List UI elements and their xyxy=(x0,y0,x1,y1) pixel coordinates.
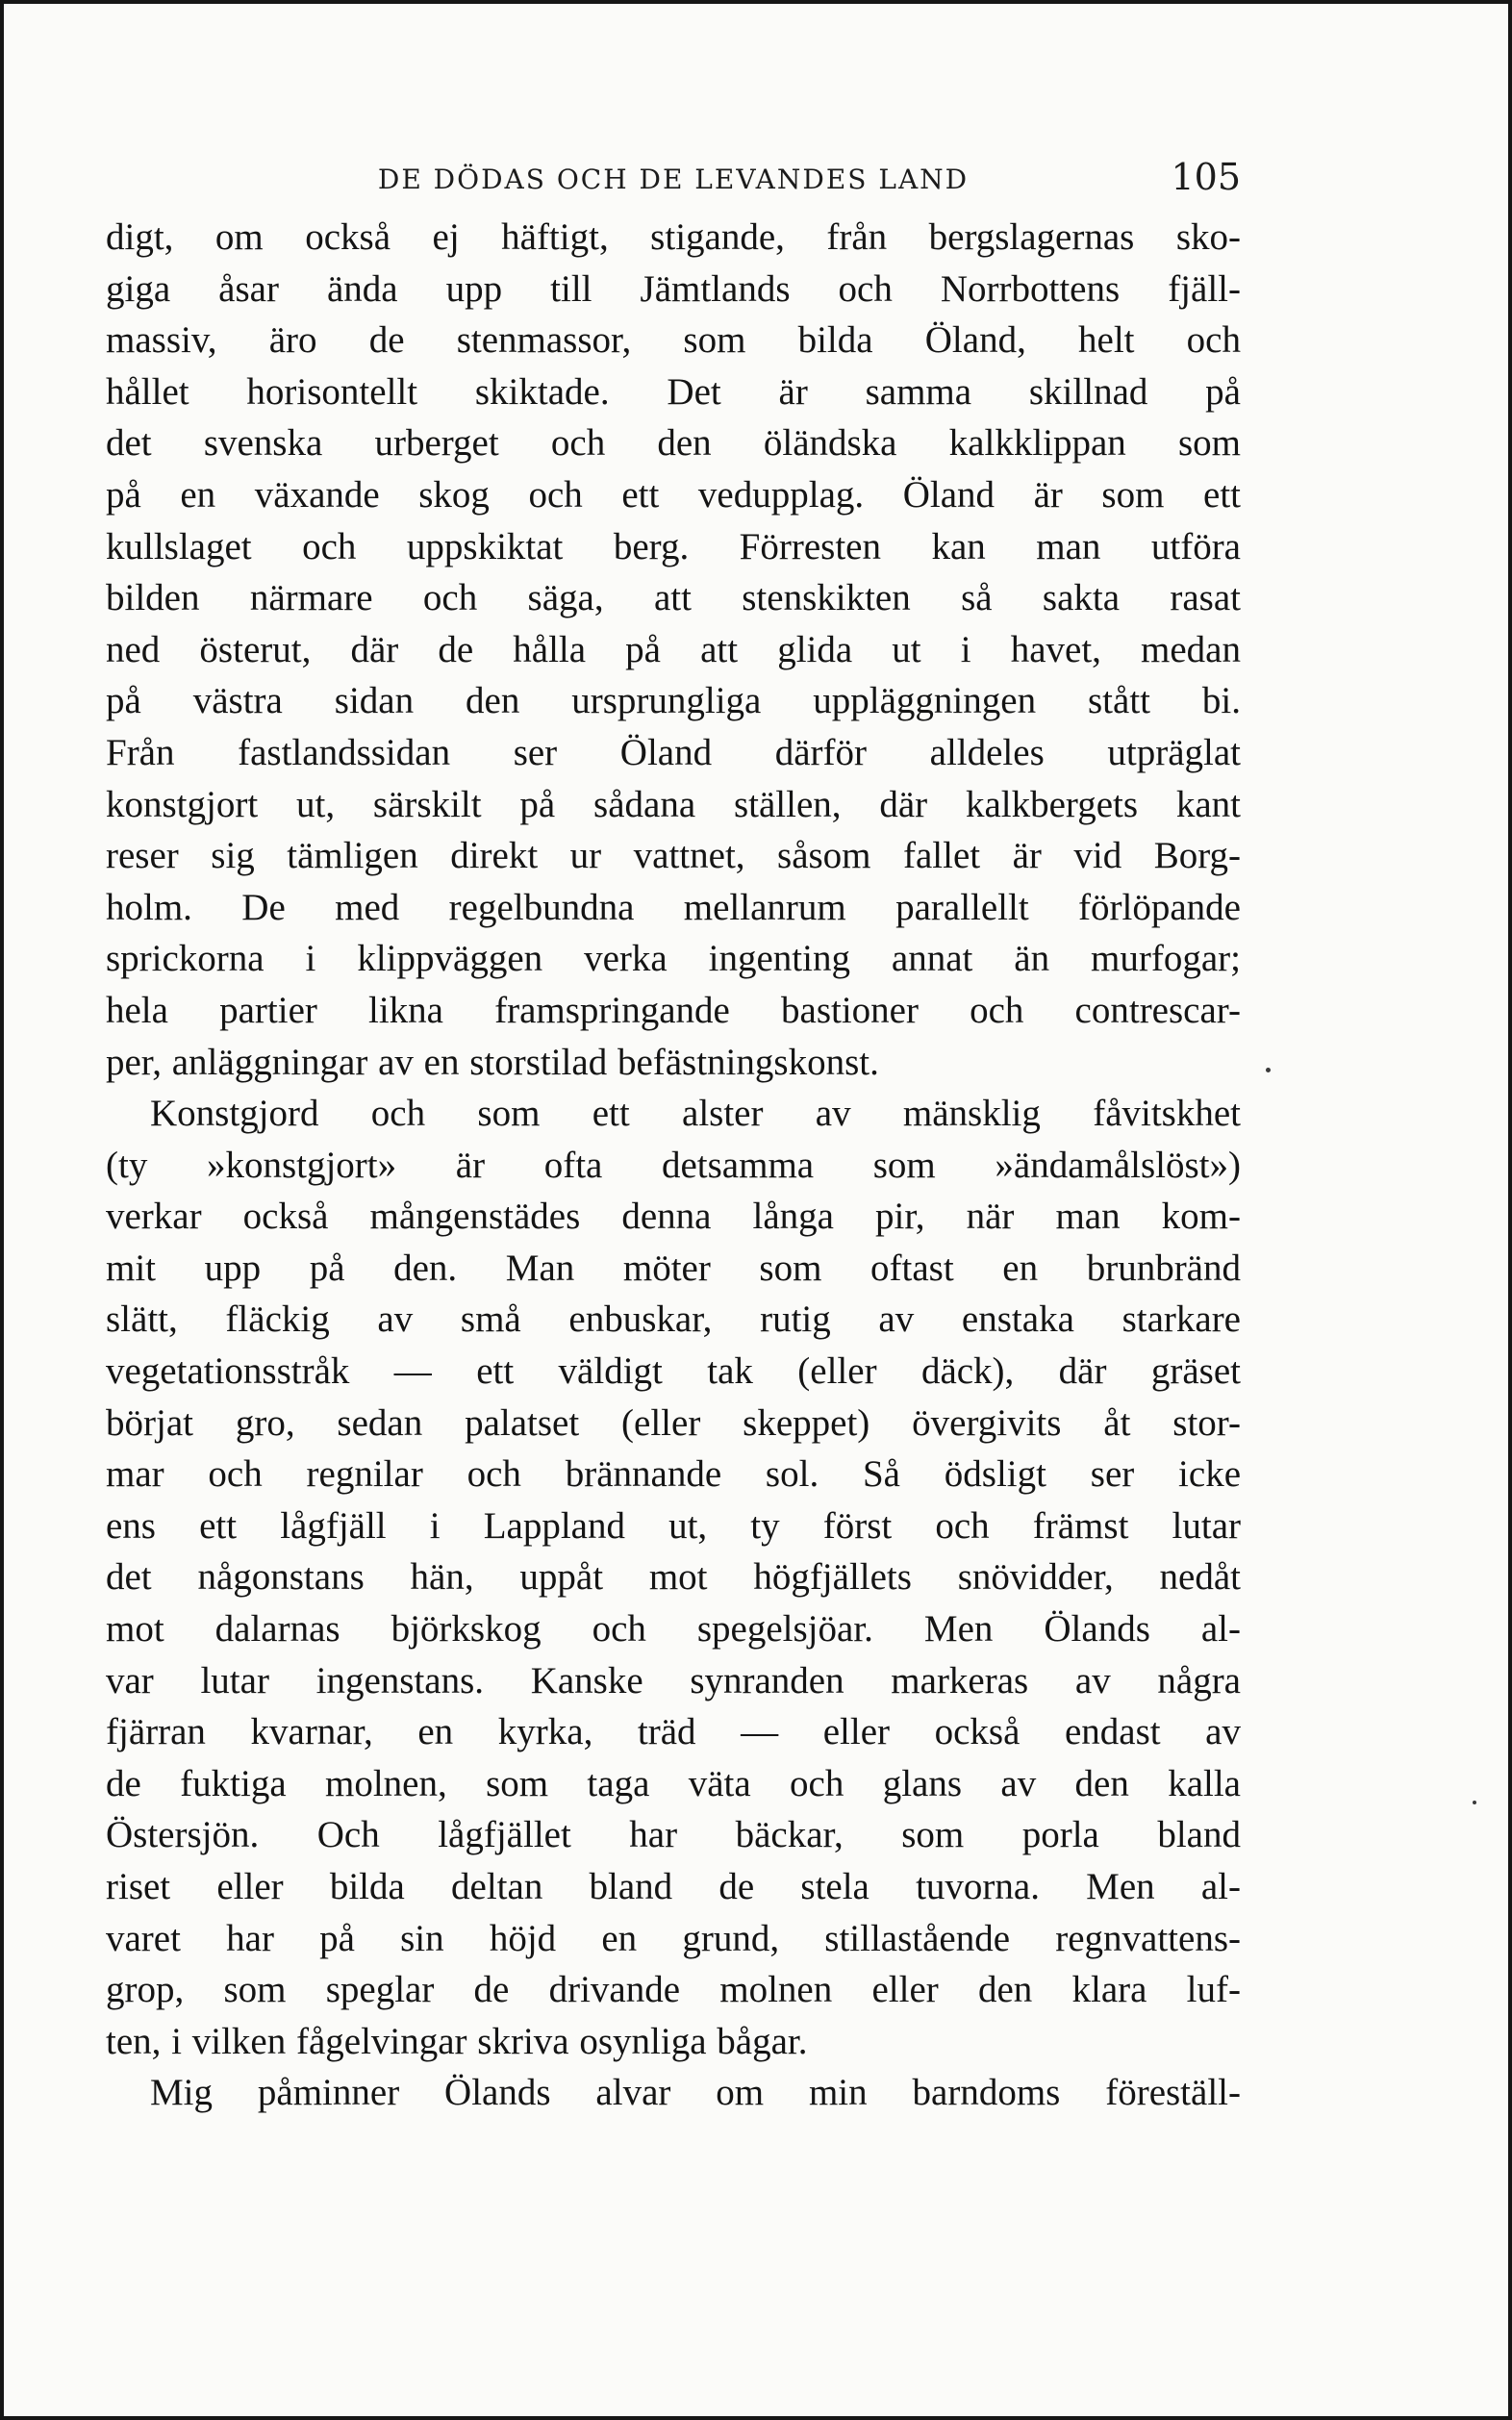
print-speck xyxy=(1266,1068,1271,1072)
text-line: var lutar ingenstans. Kanske synranden markeras av några xyxy=(106,1659,1241,1702)
text-line: börjat gro, sedan palatset (eller skeppet) övergivits åt stor- xyxy=(106,1401,1241,1444)
text-line: bilden närmare och säga, att stenskikten så sakta rasat xyxy=(106,577,1241,619)
text-line: (ty »konstgjort» är ofta detsamma som »ändamålslöst») xyxy=(106,1144,1241,1186)
text-line: sprickorna i klippväggen verka ingenting annat än murfogar; xyxy=(106,938,1241,980)
text-line: ned österut, där de hålla på att glida ut i havet, medan xyxy=(106,628,1241,670)
page-header xyxy=(106,156,1241,204)
text-line: ens ett lågfjäll i Lappland ut, ty först och främst lutar xyxy=(106,1504,1241,1547)
text-line: kullslaget och uppskiktat berg. Förresten kan man utföra xyxy=(106,525,1241,567)
text-line: konstgjort ut, särskilt på sådana ställen, där kalkbergets kant xyxy=(106,783,1241,825)
text-line: reser sig tämligen direkt ur vattnet, såsom fallet är vid Borg- xyxy=(106,835,1241,877)
text-line: på västra sidan den ursprungliga uppläggningen stått bi. xyxy=(106,680,1241,722)
text-line: slätt, fläckig av små enbuskar, rutig av enstaka starkare xyxy=(106,1298,1241,1341)
text-line: hållet horisontellt skiktade. Det är samma skillnad på xyxy=(106,370,1241,413)
text-line: digt, om också ej häftigt, stigande, från bergslagernas sko- xyxy=(106,216,1241,258)
text-line: varet har på sin höjd en grund, stillastående regnvattens- xyxy=(106,1917,1241,1959)
paragraph-end-line: ten, i vilken fågelvingar skriva osynliga bågar. xyxy=(106,2020,808,2062)
text-line: mit upp på den. Man möter som oftast en brunbränd xyxy=(106,1247,1241,1289)
print-speck xyxy=(1473,1801,1476,1804)
text-line: massiv, äro de stenmassor, som bilda Öland, helt och xyxy=(106,319,1241,362)
body-text xyxy=(106,212,1241,2119)
text-line: giga åsar ända upp till Jämtlands och Norrbottens fjäll- xyxy=(106,267,1241,310)
text-line: fjärran kvarnar, en kyrka, träd — eller också endast av xyxy=(106,1711,1241,1753)
paragraph-start-line: Mig påminner Ölands alvar om min barndoms föreställ- xyxy=(150,2072,1241,2114)
paragraph-end-line: per, anläggningar av en storstilad befästningskonst. xyxy=(106,1041,879,1083)
text-line: Östersjön. Och lågfjället har bäckar, som porla bland xyxy=(106,1814,1241,1856)
text-line: holm. De med regelbundna mellanrum parallellt förlöpande xyxy=(106,886,1241,928)
text-line: de fuktiga molnen, som taga väta och glans av den kalla xyxy=(106,1762,1241,1804)
text-line: riset eller bilda deltan bland de stela tuvorna. Men al- xyxy=(106,1866,1241,1907)
text-line: verkar också mångenstädes denna långa pir, när man kom- xyxy=(106,1196,1241,1238)
text-line: det någonstans hän, uppåt mot högfjällets snövidder, nedåt xyxy=(106,1556,1241,1599)
text-line: på en växande skog och ett vedupplag. Öland är som ett xyxy=(106,473,1241,516)
text-line: mot dalarnas björkskog och spegelsjöar. Men Ölands al- xyxy=(106,1608,1241,1651)
text-line: Från fastlandssidan ser Öland därför alldeles utpräglat xyxy=(106,731,1241,773)
running-head: DE DÖDAS OCH DE LEVANDES LAND xyxy=(377,164,970,195)
text-line: vegetationsstråk — ett väldigt tak (eller däck), där gräset xyxy=(106,1350,1241,1393)
text-line: grop, som speglar de drivande molnen eller den klara luf- xyxy=(106,1969,1241,2011)
text-line: hela partier likna framspringande bastioner och contrescar- xyxy=(106,989,1241,1031)
text-line: det svenska urberget och den öländska kalkklippan som xyxy=(106,422,1241,465)
text-line: mar och regnilar och brännande sol. Så ödsligt ser icke xyxy=(106,1453,1241,1496)
paragraph-start-line: Konstgjord och som ett alster av mänsklig fåvitskhet xyxy=(150,1093,1241,1135)
page-number: 105 xyxy=(1171,156,1241,198)
